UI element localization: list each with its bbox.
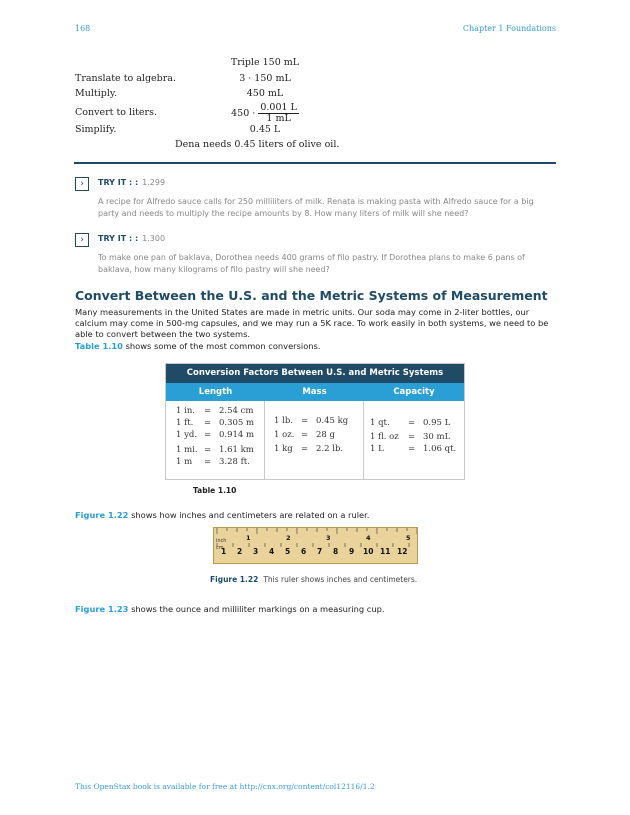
equals: = [204, 430, 212, 440]
inch-mark: 5 [406, 534, 411, 542]
try-it-1299 [75, 177, 556, 219]
fraction-prefix: 450 · [231, 108, 256, 119]
unit: 1 oz. [274, 430, 295, 440]
unit: 1 m [176, 457, 193, 467]
figure-reference-2 [75, 604, 385, 614]
capacity-column [370, 418, 462, 468]
cm-mark: 1 [221, 547, 227, 556]
step-label: Multiply. [75, 88, 117, 99]
value: 0.305 m [219, 418, 255, 428]
page-footer[interactable]: This OpenStax book is available for free at http://cnx.org/content/col12116/1.2 [75, 782, 375, 791]
unit: 1 ft. [176, 418, 194, 428]
step-label: Simplify. [75, 124, 117, 135]
header-capacity: Capacity [364, 383, 464, 401]
mass-column [274, 416, 362, 466]
chevron-right-icon[interactable]: › [75, 233, 89, 247]
table-label: Table 1.10 [193, 486, 237, 495]
length-column [176, 406, 264, 476]
try-it-number: 1.299 [142, 178, 166, 187]
value: 3.28 ft. [219, 457, 250, 467]
step-row [75, 73, 375, 87]
unit: 1 in. [176, 406, 196, 416]
unit: 1 kg [274, 444, 293, 454]
step-expression: 0.45 L [249, 124, 281, 135]
value: 2.2 lb. [316, 444, 344, 454]
figure-caption-label: Figure 1.22 [210, 575, 259, 584]
cm-mark: 11 [380, 547, 391, 556]
table-reference [75, 341, 321, 351]
cm-mark: 10 [363, 547, 374, 556]
column-divider [264, 401, 265, 480]
try-it-text: A recipe for Alfredo sauce calls for 250 milliliters of milk. Renata is making pasta with Alfredo sauce for a big party and needs to multiply the recipe amounts by 8. How many liters of milk will she need? [98, 197, 534, 218]
section-title: Convert Between the U.S. and the Metric Systems of Measurement [75, 288, 548, 303]
unit: 1 L [370, 444, 384, 454]
step-expression: 3 · 150 mL [239, 73, 291, 84]
figure-reference-text: shows how inches and centimeters are related on a ruler. [128, 510, 370, 520]
ruler-inch-label: inch [216, 538, 227, 544]
section-paragraph: Many measurements in the United States are made in metric units. Our soda may come in 2-liter bottles, our calcium may come in 500-mg capsules, and we may run a 5K race. To work easily in both systems, we need to be able to convert between the two systems. [75, 307, 549, 339]
value: 1.61 km [219, 445, 254, 455]
header-length: Length [166, 383, 265, 401]
example-divider [74, 162, 556, 164]
unit: 1 mi. [176, 445, 198, 455]
equals: = [204, 457, 212, 467]
cm-mark: 3 [253, 547, 259, 556]
inch-mark: 3 [326, 534, 331, 542]
cm-mark: 7 [317, 547, 323, 556]
equals: = [204, 406, 212, 416]
step-label: Translate to algebra. [75, 73, 176, 84]
try-it-number: 1.300 [142, 234, 166, 243]
fraction [258, 103, 299, 124]
figure-reference-text: shows the ounce and milliliter markings on a measuring cup. [128, 604, 385, 614]
try-it-heading [98, 178, 165, 187]
equals: = [408, 418, 416, 428]
example-conclusion: Dena needs 0.45 liters of olive oil. [175, 139, 340, 150]
value: 2.54 cm [219, 406, 254, 416]
value: 28 g [316, 430, 335, 440]
unit: 1 lb. [274, 416, 293, 426]
try-it-label: TRY IT : : [98, 234, 139, 243]
step-row [75, 124, 375, 138]
unit: 1 yd. [176, 430, 198, 440]
value: 30 mL [423, 432, 451, 442]
fraction-denominator: 1 mL [266, 113, 291, 124]
equals: = [408, 432, 416, 442]
chapter-title: Chapter 1 Foundations [462, 24, 556, 33]
try-it-heading [98, 234, 165, 243]
equals: = [301, 416, 309, 426]
conversion-table [165, 363, 465, 480]
figure-caption [210, 575, 417, 584]
figure-caption-text: This ruler shows inches and centimeters. [263, 575, 418, 584]
equals: = [204, 445, 212, 455]
cm-mark: 9 [349, 547, 355, 556]
ruler-cm-label: cm [216, 545, 224, 551]
value: 1.06 qt. [423, 444, 457, 454]
try-it-label: TRY IT : : [98, 178, 139, 187]
equals: = [301, 444, 309, 454]
figure-1-23-link[interactable]: Figure 1.23 [75, 604, 129, 614]
column-divider [363, 401, 364, 480]
inch-mark: 4 [366, 534, 371, 542]
figure-1-22-link[interactable]: Figure 1.22 [75, 510, 129, 520]
header-mass: Mass [265, 383, 364, 401]
cm-mark: 5 [285, 547, 291, 556]
table-1-10-link[interactable]: Table 1.10 [75, 341, 123, 351]
cm-mark: 6 [301, 547, 307, 556]
value: 0.95 L [423, 418, 451, 428]
page-number: 168 [75, 24, 91, 33]
step-expression: Triple 150 mL [230, 57, 300, 68]
equals: = [204, 418, 212, 428]
step-label: Convert to liters. [75, 107, 157, 118]
try-it-text: To make one pan of baklava, Dorothea needs 400 grams of filo pastry. If Dorothea plans to make 6 pans of baklava, how many kilograms of filo pastry will she need? [98, 253, 525, 274]
cm-mark: 12 [397, 547, 408, 556]
step-expression [220, 103, 310, 124]
step-expression: 450 mL [246, 88, 284, 99]
value: 0.914 m [219, 430, 255, 440]
value: 0.45 kg [316, 416, 349, 426]
fraction-numerator: 0.001 L [260, 102, 297, 113]
equals: = [408, 444, 416, 454]
inch-ticks [214, 528, 418, 534]
table-caption: Conversion Factors Between U.S. and Metric Systems [166, 364, 464, 383]
step-row [75, 102, 375, 126]
unit: 1 qt. [370, 418, 390, 428]
step-row [75, 88, 375, 102]
figure-reference [75, 510, 369, 520]
table-reference-text: shows some of the most common conversions. [122, 341, 321, 351]
inch-mark: 1 [246, 534, 251, 542]
chevron-right-icon[interactable]: › [75, 177, 89, 191]
cm-mark: 8 [333, 547, 339, 556]
cm-mark: 2 [237, 547, 243, 556]
try-it-1300 [75, 233, 556, 275]
step-row [75, 57, 375, 71]
inch-mark: 2 [286, 534, 291, 542]
ruler-image [213, 527, 418, 564]
cm-mark: 4 [269, 547, 275, 556]
equals: = [301, 430, 309, 440]
unit: 1 fl. oz [370, 432, 399, 442]
